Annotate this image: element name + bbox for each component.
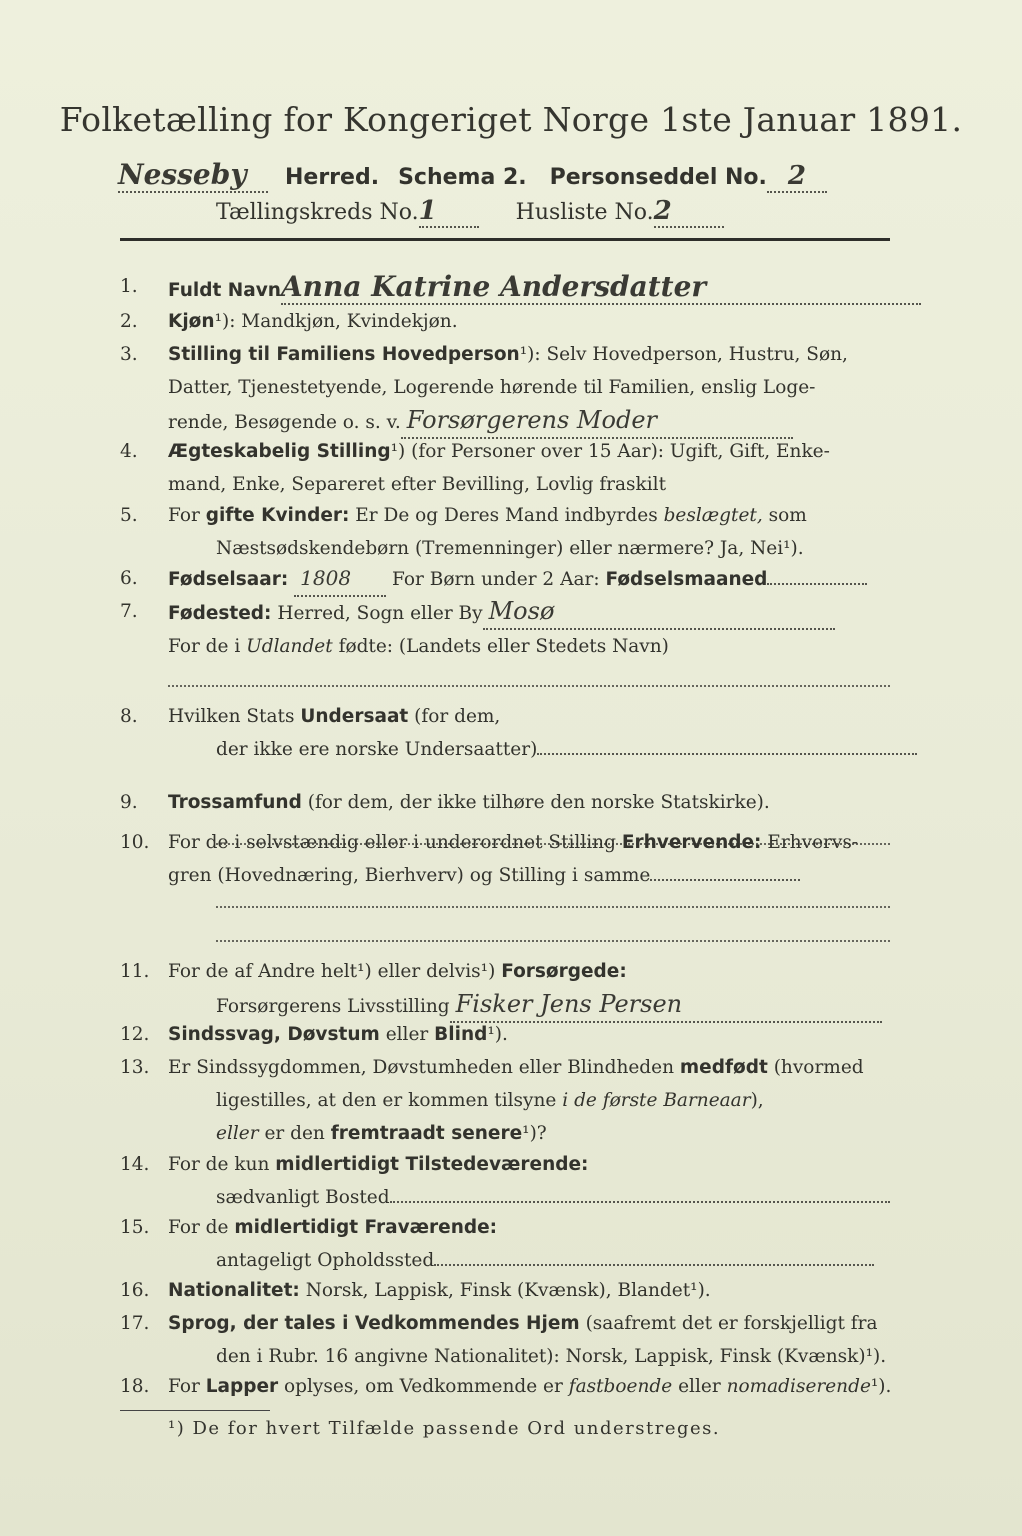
usual-residence-label: sædvanligt Bosted	[216, 1187, 390, 1208]
header-row-1	[118, 158, 898, 193]
family-position-text: ¹): Selv Hovedperson, Hustru, Søn,	[519, 344, 848, 365]
item-number: 1.	[120, 276, 138, 297]
congenital-text: (hvormed	[773, 1057, 864, 1078]
nationality-options: Norsk, Lappisk, Finsk (Kvænsk), Blandet¹).	[305, 1280, 711, 1301]
family-position-text: Datter, Tjenestetyende, Logerende hørende til Familien, enslig Loge-	[168, 377, 816, 398]
marital-status-label: Ægteskabelig Stilling	[168, 441, 391, 462]
personseddel-label: Personseddel No.	[549, 165, 767, 190]
schema-label: Schema 2.	[398, 165, 527, 190]
occupation-line	[216, 892, 890, 908]
congenital-text: ¹)?	[522, 1123, 547, 1144]
congenital-text: eller	[216, 1123, 259, 1144]
footnote-divider	[120, 1410, 270, 1411]
dependents-label: Forsørgede:	[501, 961, 627, 982]
occupation-text: For de i selvstændig eller i underordnet Stilling	[168, 832, 616, 853]
occupation-text: gren (Hovednæring, Bierhverv) og Stilling i samme	[168, 865, 651, 886]
occupation-label: Erhvervende:	[621, 832, 762, 853]
birth-year-label: Fødselsaar:	[168, 569, 289, 590]
item-number: 18.	[120, 1376, 150, 1397]
congenital-text: ),	[750, 1090, 764, 1111]
marital-status-options: mand, Enke, Separeret efter Bevilling, Lovlig fraskilt	[168, 474, 667, 495]
married-women-text: som	[768, 505, 807, 526]
gender-label: Kjøn	[168, 311, 215, 332]
item-number: 4.	[120, 441, 138, 462]
married-women-text: Er De og Deres Mand indbyrdes	[355, 505, 658, 526]
provider-occupation-value: Fisker Jens Persen	[450, 988, 882, 1023]
item-number: 3.	[120, 344, 138, 365]
birthplace-foreign-line	[168, 663, 890, 687]
birth-month-label: Fødselsmaaned	[605, 569, 768, 590]
item-number: 9.	[120, 792, 138, 813]
birthplace-label: Fødested:	[168, 603, 272, 624]
form-title: Folketælling for Kongeriget Norge 1ste Januar 1891.	[59, 100, 963, 139]
congenital-text: er den	[264, 1123, 325, 1144]
temp-present-text: For de kun	[168, 1154, 270, 1175]
gender-options: ¹): Mandkjøn, Kvindekjøn.	[214, 311, 458, 332]
disability-label: Blind	[434, 1024, 488, 1045]
family-position-value: Forsørgerens Moder	[401, 404, 793, 439]
birthplace-text: For de i	[168, 636, 241, 657]
item-number: 5.	[120, 505, 138, 526]
congenital-text: i de første Barneaar	[562, 1090, 751, 1111]
item-number: 6.	[120, 568, 138, 589]
married-women-label: gifte Kvinder:	[205, 505, 350, 526]
family-position-text: rende, Besøgende o. s. v.	[168, 412, 401, 433]
congenital-text: Er Sindssygdommen, Døvstumheden eller Blindheden	[168, 1057, 675, 1078]
lapp-text: nomadiserende	[726, 1376, 871, 1397]
occupation-text: Erhvervs-	[767, 832, 859, 853]
congenital-text: ligestilles, at den er kommen tilsyne	[216, 1090, 557, 1111]
birthplace-text: fødte: (Landets eller Stedets Navn)	[338, 636, 669, 657]
header-divider	[120, 238, 890, 241]
kreds-label: Tællingskreds No.	[216, 200, 419, 225]
married-women-text: beslægtet,	[663, 505, 763, 526]
herred-name: Nesseby	[118, 158, 268, 193]
married-women-text: For	[168, 505, 200, 526]
item-number: 16.	[120, 1280, 150, 1301]
birth-month-text: For Børn under 2 Aar:	[392, 569, 600, 590]
item-number: 12.	[120, 1024, 150, 1045]
occupation-line	[216, 908, 890, 942]
full-name-label: Fuldt Navn	[168, 280, 281, 301]
disability-text: eller	[385, 1024, 429, 1045]
citizenship-label: Undersaat	[300, 706, 409, 727]
congenital-label: medfødt	[679, 1057, 768, 1078]
citizenship-text: Hvilken Stats	[168, 706, 295, 727]
item-1	[120, 270, 890, 304]
temp-present-label: midlertidigt Tilstedeværende:	[275, 1154, 589, 1175]
birthplace-text: Herred, Sogn eller By	[277, 603, 483, 624]
marital-status-text: ¹) (for Personer over 15 Aar): Ugift, Gift, Enke-	[390, 441, 830, 462]
home-language-label: Sprog, der tales i Vedkommendes Hjem	[168, 1313, 580, 1334]
provider-occupation-label: Forsørgerens Livsstilling	[216, 996, 450, 1017]
lapp-text: ¹).	[870, 1376, 892, 1397]
temp-absent-text: For de	[168, 1217, 229, 1238]
later-onset-label: fremtraadt senere	[330, 1123, 523, 1144]
item-number: 15.	[120, 1217, 150, 1238]
family-position-label: Stilling til Familiens Hovedperson	[168, 344, 520, 365]
dependents-text: For de af Andre helt¹) eller delvis¹)	[168, 961, 496, 982]
religion-text: (for dem, der ikke tilhøre den norske Statskirke).	[307, 792, 770, 813]
birth-year-value: 1808	[294, 562, 386, 597]
lapp-text: eller	[678, 1376, 721, 1397]
citizenship-text: (for dem,	[414, 706, 501, 727]
citizenship-value	[537, 753, 917, 755]
item-number: 8.	[120, 706, 138, 727]
lapp-text: fastboende	[568, 1376, 673, 1397]
header-row-2	[216, 196, 916, 228]
nationality-label: Nationalitet:	[168, 1280, 300, 1301]
item-number: 13.	[120, 1057, 150, 1078]
lapp-text: For	[168, 1376, 200, 1397]
occupation-value	[650, 879, 800, 881]
footnote: ¹) De for hvert Tilfælde passende Ord understreges.	[168, 1418, 721, 1439]
home-language-text: (saafremt det er forskjelligt fra	[585, 1313, 878, 1334]
item-number: 2.	[120, 311, 138, 332]
citizenship-text: der ikke ere norske Undersaatter)	[216, 739, 538, 760]
kreds-number: 1	[419, 196, 479, 228]
item-number: 17.	[120, 1313, 150, 1334]
temp-absent-label: midlertidigt Fraværende:	[234, 1217, 498, 1238]
usual-residence-value	[390, 1201, 890, 1203]
disability-text: ¹).	[487, 1024, 508, 1045]
presumed-residence-value	[434, 1264, 874, 1266]
birthplace-text: Udlandet	[246, 636, 333, 657]
married-women-text: Næstsødskendebørn (Tremenninger) eller nærmere? Ja, Nei¹).	[216, 538, 804, 559]
presumed-residence-label: antageligt Opholdssted	[216, 1250, 435, 1271]
item-number: 14.	[120, 1154, 150, 1175]
religion-label: Trossamfund	[168, 792, 302, 813]
birth-month-value	[767, 583, 867, 585]
disability-label: Sindssvag, Døvstum	[168, 1024, 380, 1045]
herred-label: Herred.	[285, 165, 380, 190]
item-number: 11.	[120, 961, 150, 982]
lapp-text: oplyses, om Vedkommende er	[284, 1376, 563, 1397]
item-number: 10.	[120, 832, 150, 853]
full-name-value: Anna Katrine Andersdatter	[281, 270, 921, 305]
husliste-number: 2	[654, 196, 724, 228]
home-language-options: den i Rubr. 16 angivne Nationalitet): Norsk, Lappisk, Finsk (Kvænsk)¹).	[216, 1346, 887, 1367]
item-number: 7.	[120, 601, 138, 622]
birthplace-value: Mosø	[483, 595, 835, 630]
husliste-label: Husliste No.	[515, 200, 654, 225]
lapp-label: Lapper	[205, 1376, 279, 1397]
personseddel-number: 2	[767, 161, 827, 193]
